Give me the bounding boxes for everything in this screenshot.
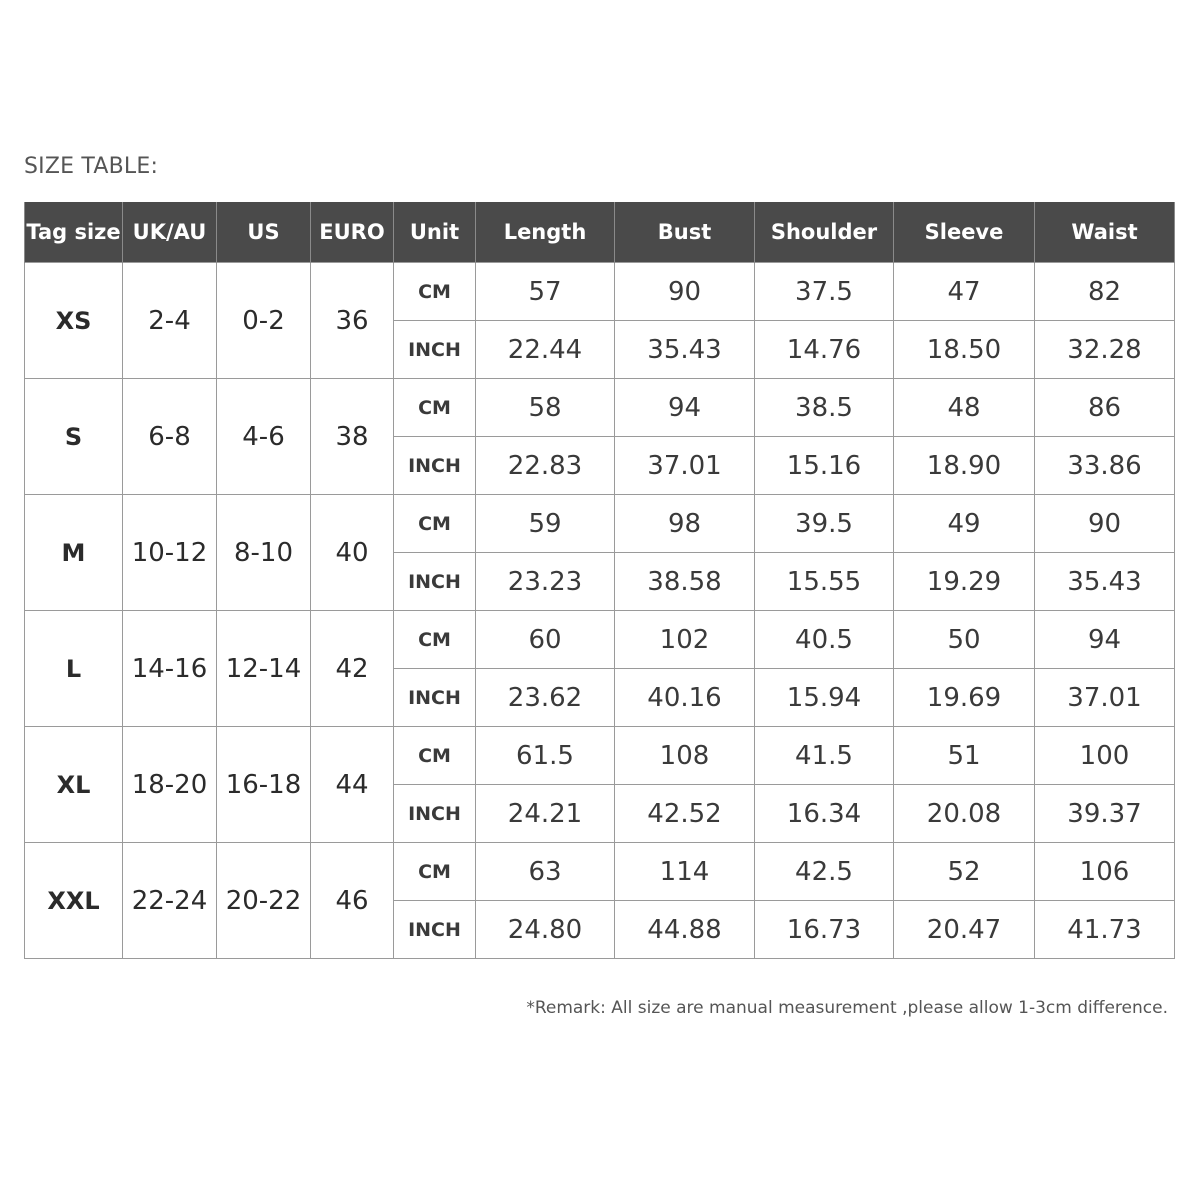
waist-inch-cell: 37.01 — [1035, 669, 1175, 727]
length-inch-cell: 23.62 — [476, 669, 615, 727]
unit-cell: INCH — [394, 321, 476, 379]
remark-note: *Remark: All size are manual measurement ,please allow 1-3cm difference. — [526, 998, 1168, 1018]
unit-cell: CM — [394, 263, 476, 321]
us-cell: 4-6 — [217, 379, 311, 495]
shoulder-inch-cell: 16.34 — [755, 785, 894, 843]
bust-cm-cell: 90 — [615, 263, 755, 321]
bust-cm-cell: 98 — [615, 495, 755, 553]
header-tag-size: Tag size — [25, 202, 123, 263]
us-cell: 0-2 — [217, 263, 311, 379]
bust-inch-cell: 42.52 — [615, 785, 755, 843]
length-inch-cell: 22.44 — [476, 321, 615, 379]
sleeve-cm-cell: 50 — [894, 611, 1035, 669]
header-euro: EURO — [311, 202, 394, 263]
length-cm-cell: 57 — [476, 263, 615, 321]
unit-cell: CM — [394, 379, 476, 437]
sleeve-inch-cell: 20.08 — [894, 785, 1035, 843]
size-table — [24, 202, 1175, 959]
header-bust: Bust — [615, 202, 755, 263]
euro-cell: 36 — [311, 263, 394, 379]
bust-inch-cell: 37.01 — [615, 437, 755, 495]
shoulder-cm-cell: 41.5 — [755, 727, 894, 785]
euro-cell: 44 — [311, 727, 394, 843]
us-cell: 8-10 — [217, 495, 311, 611]
table-row — [25, 379, 1175, 437]
euro-cell: 40 — [311, 495, 394, 611]
sleeve-cm-cell: 47 — [894, 263, 1035, 321]
bust-cm-cell: 102 — [615, 611, 755, 669]
header-sleeve: Sleeve — [894, 202, 1035, 263]
waist-inch-cell: 39.37 — [1035, 785, 1175, 843]
waist-cm-cell: 100 — [1035, 727, 1175, 785]
shoulder-inch-cell: 15.55 — [755, 553, 894, 611]
shoulder-inch-cell: 15.94 — [755, 669, 894, 727]
shoulder-inch-cell: 14.76 — [755, 321, 894, 379]
table-row — [25, 611, 1175, 669]
euro-cell: 46 — [311, 843, 394, 959]
page-title: SIZE TABLE: — [24, 154, 159, 179]
bust-cm-cell: 94 — [615, 379, 755, 437]
shoulder-cm-cell: 37.5 — [755, 263, 894, 321]
bust-inch-cell: 38.58 — [615, 553, 755, 611]
waist-inch-cell: 32.28 — [1035, 321, 1175, 379]
sleeve-inch-cell: 18.50 — [894, 321, 1035, 379]
header-uk-au: UK/AU — [123, 202, 217, 263]
tag-size-cell: XL — [25, 727, 123, 843]
waist-inch-cell: 35.43 — [1035, 553, 1175, 611]
table-body — [25, 263, 1175, 959]
uk-au-cell: 10-12 — [123, 495, 217, 611]
length-cm-cell: 60 — [476, 611, 615, 669]
unit-cell: INCH — [394, 669, 476, 727]
table-header — [25, 202, 1175, 263]
length-inch-cell: 24.21 — [476, 785, 615, 843]
unit-cell: CM — [394, 843, 476, 901]
shoulder-cm-cell: 38.5 — [755, 379, 894, 437]
table-row — [25, 263, 1175, 321]
uk-au-cell: 14-16 — [123, 611, 217, 727]
header-length: Length — [476, 202, 615, 263]
sleeve-inch-cell: 18.90 — [894, 437, 1035, 495]
table-row — [25, 727, 1175, 785]
uk-au-cell: 22-24 — [123, 843, 217, 959]
euro-cell: 38 — [311, 379, 394, 495]
length-cm-cell: 61.5 — [476, 727, 615, 785]
table-row — [25, 843, 1175, 901]
shoulder-cm-cell: 39.5 — [755, 495, 894, 553]
shoulder-inch-cell: 16.73 — [755, 901, 894, 959]
tag-size-cell: XXL — [25, 843, 123, 959]
bust-inch-cell: 44.88 — [615, 901, 755, 959]
bust-cm-cell: 114 — [615, 843, 755, 901]
length-inch-cell: 24.80 — [476, 901, 615, 959]
us-cell: 20-22 — [217, 843, 311, 959]
tag-size-cell: M — [25, 495, 123, 611]
unit-cell: INCH — [394, 901, 476, 959]
unit-cell: INCH — [394, 553, 476, 611]
length-cm-cell: 59 — [476, 495, 615, 553]
sleeve-inch-cell: 19.29 — [894, 553, 1035, 611]
uk-au-cell: 18-20 — [123, 727, 217, 843]
table-row — [25, 495, 1175, 553]
sleeve-cm-cell: 51 — [894, 727, 1035, 785]
tag-size-cell: XS — [25, 263, 123, 379]
waist-cm-cell: 86 — [1035, 379, 1175, 437]
us-cell: 12-14 — [217, 611, 311, 727]
sleeve-cm-cell: 52 — [894, 843, 1035, 901]
sleeve-inch-cell: 19.69 — [894, 669, 1035, 727]
length-cm-cell: 58 — [476, 379, 615, 437]
header-waist: Waist — [1035, 202, 1175, 263]
waist-inch-cell: 33.86 — [1035, 437, 1175, 495]
length-inch-cell: 22.83 — [476, 437, 615, 495]
shoulder-cm-cell: 40.5 — [755, 611, 894, 669]
waist-cm-cell: 106 — [1035, 843, 1175, 901]
euro-cell: 42 — [311, 611, 394, 727]
unit-cell: CM — [394, 495, 476, 553]
sleeve-cm-cell: 48 — [894, 379, 1035, 437]
header-row — [25, 202, 1175, 263]
tag-size-cell: S — [25, 379, 123, 495]
header-shoulder: Shoulder — [755, 202, 894, 263]
unit-cell: INCH — [394, 785, 476, 843]
bust-inch-cell: 35.43 — [615, 321, 755, 379]
shoulder-cm-cell: 42.5 — [755, 843, 894, 901]
uk-au-cell: 2-4 — [123, 263, 217, 379]
header-us: US — [217, 202, 311, 263]
waist-inch-cell: 41.73 — [1035, 901, 1175, 959]
waist-cm-cell: 94 — [1035, 611, 1175, 669]
us-cell: 16-18 — [217, 727, 311, 843]
uk-au-cell: 6-8 — [123, 379, 217, 495]
waist-cm-cell: 82 — [1035, 263, 1175, 321]
waist-cm-cell: 90 — [1035, 495, 1175, 553]
shoulder-inch-cell: 15.16 — [755, 437, 894, 495]
bust-inch-cell: 40.16 — [615, 669, 755, 727]
unit-cell: INCH — [394, 437, 476, 495]
sleeve-cm-cell: 49 — [894, 495, 1035, 553]
sleeve-inch-cell: 20.47 — [894, 901, 1035, 959]
bust-cm-cell: 108 — [615, 727, 755, 785]
length-cm-cell: 63 — [476, 843, 615, 901]
length-inch-cell: 23.23 — [476, 553, 615, 611]
tag-size-cell: L — [25, 611, 123, 727]
header-unit: Unit — [394, 202, 476, 263]
unit-cell: CM — [394, 727, 476, 785]
unit-cell: CM — [394, 611, 476, 669]
